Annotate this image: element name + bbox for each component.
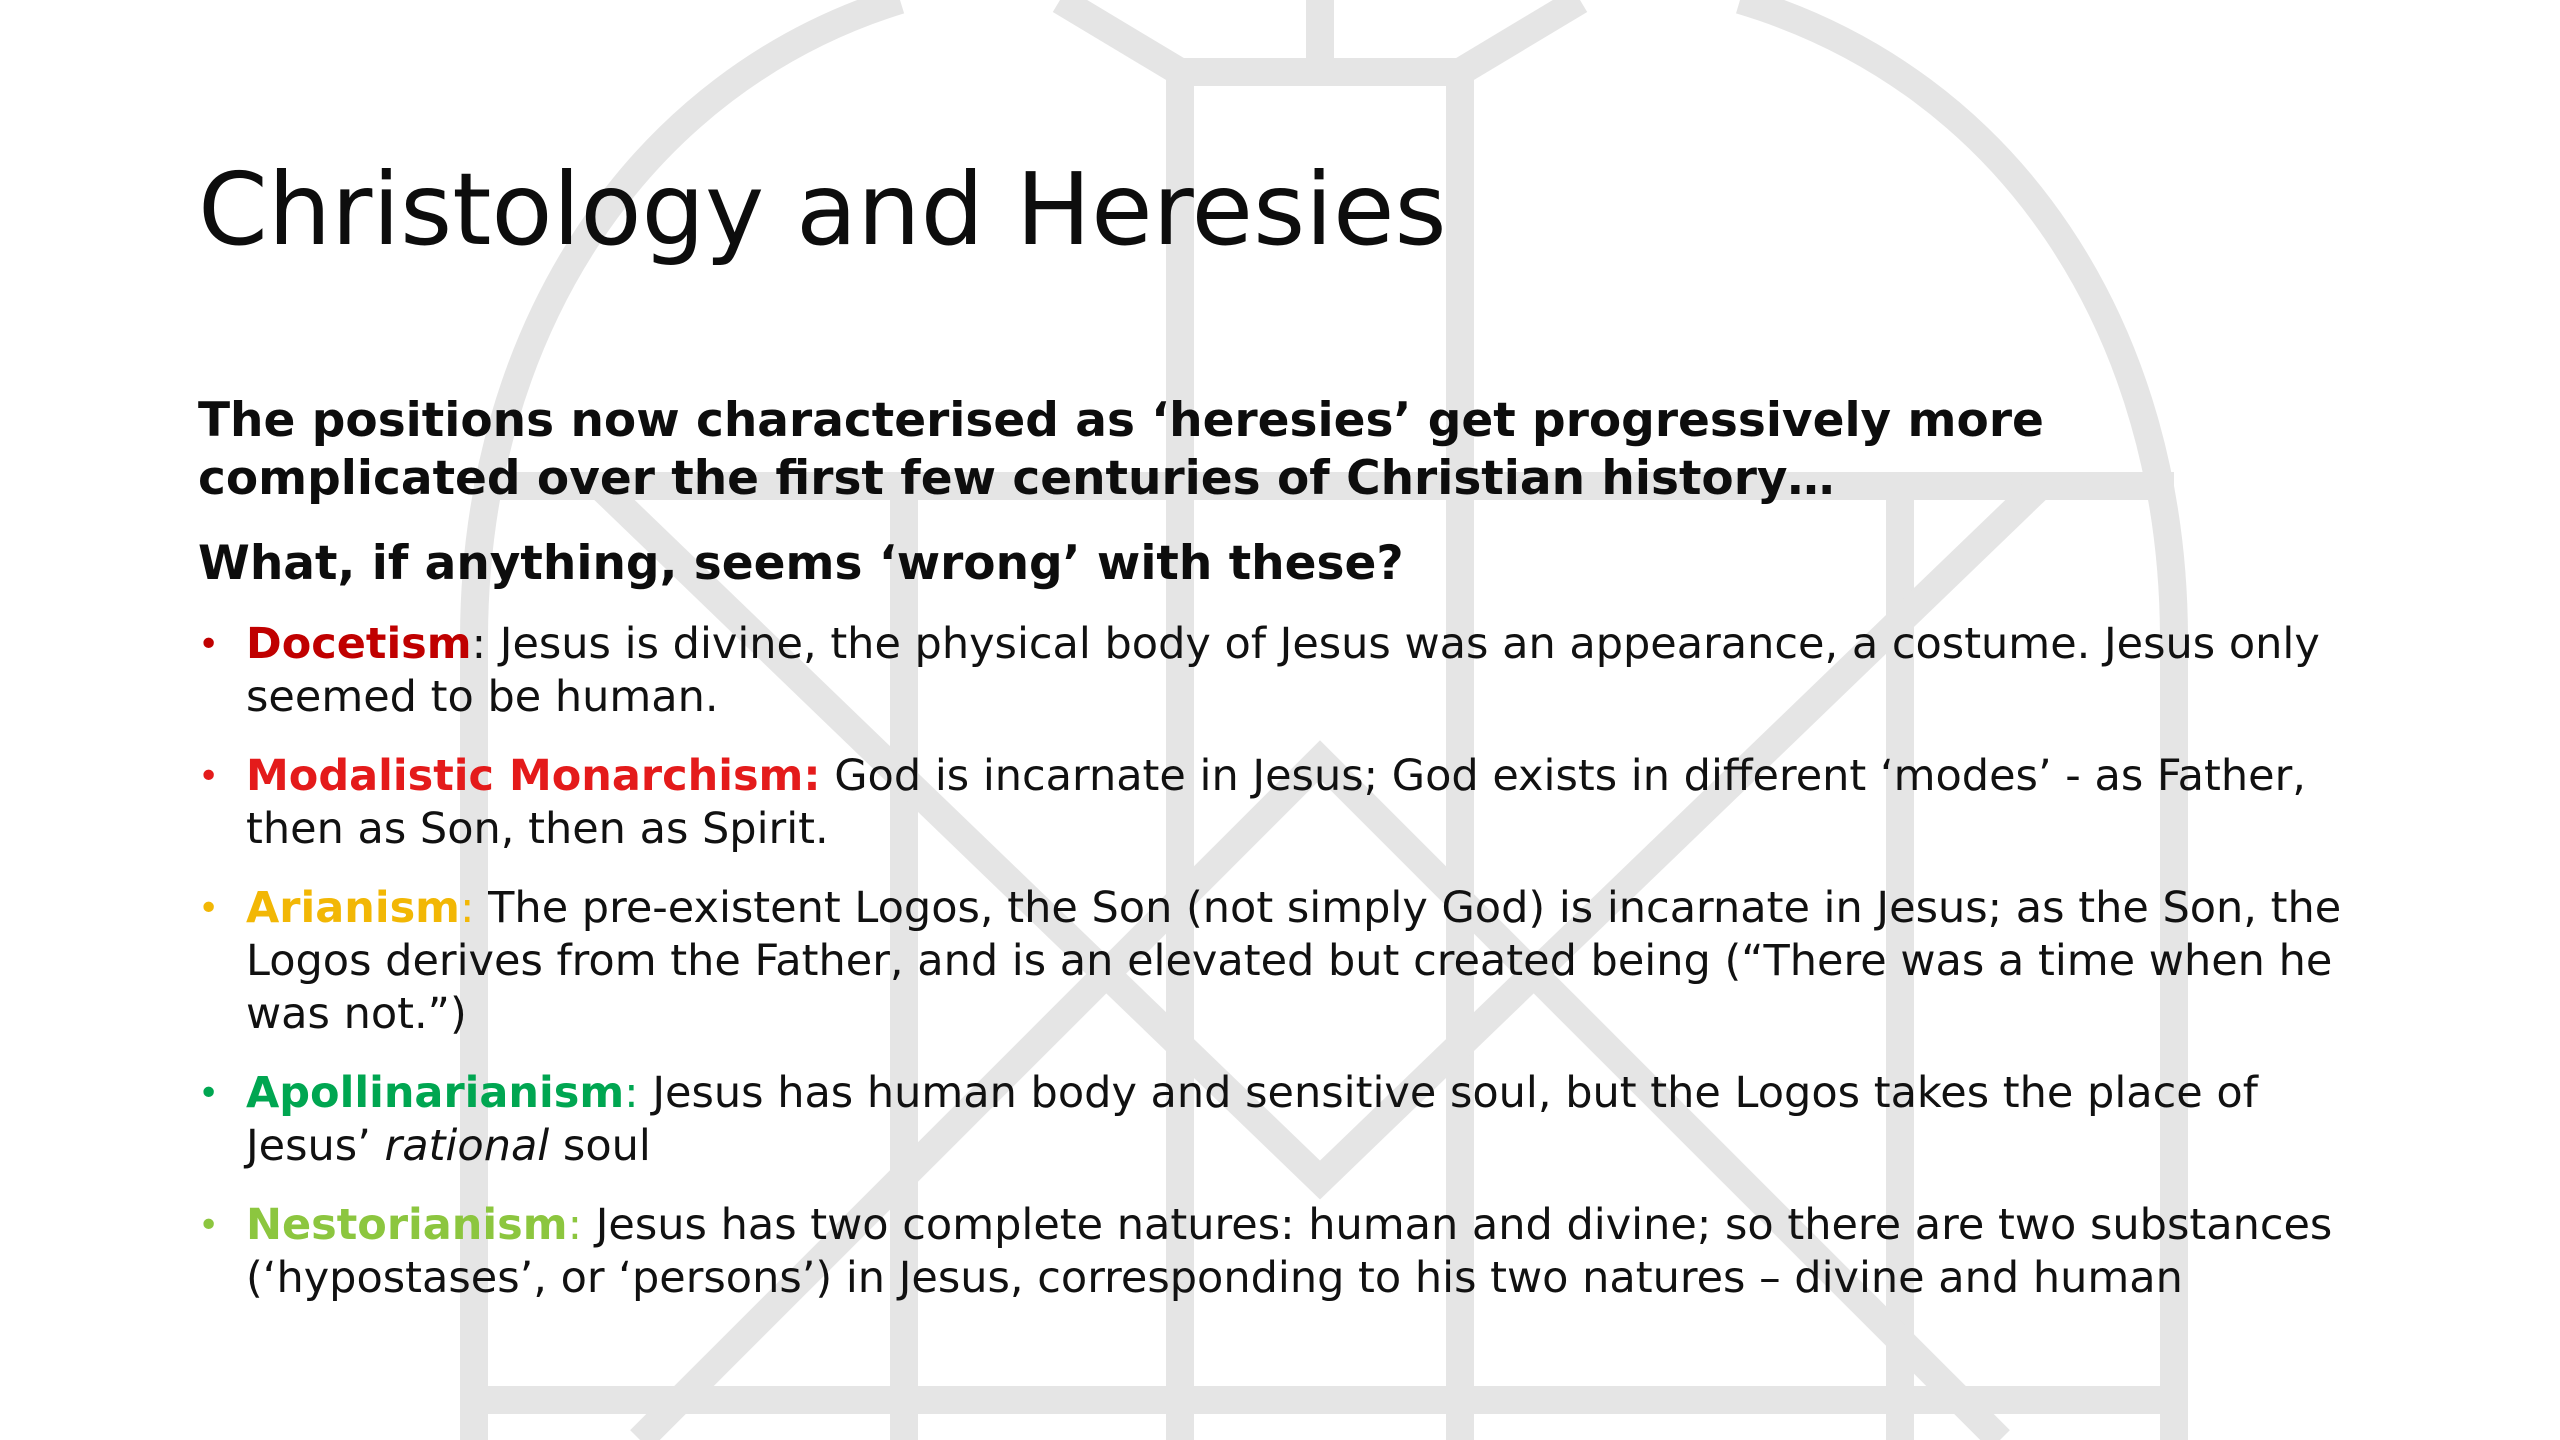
definition-nestorianism: Jesus has two complete natures: human and divine; so there are two substances (‘hypostases’, or ‘persons’) in Jesus, corresponding to his two natures – divine and human xyxy=(246,1200,2333,1303)
emphasis-rational: rational xyxy=(384,1121,550,1171)
term-separator: : xyxy=(567,1200,583,1250)
list-item-docetism xyxy=(198,618,2388,724)
term-docetism: Docetism xyxy=(246,619,472,669)
intro-text: The positions now characterised as ‘heresies’ get progressively more complicated over the first few centuries of Christian history… xyxy=(198,393,2044,506)
definition-modalistic-monarchism: God is incarnate in Jesus; God exists in different ‘modes’ - as Father, then as Son, then as Spirit. xyxy=(246,751,2306,854)
definition-apollinarianism: Jesus has human body and sensitive soul, but the Logos takes the place of Jesus’ xyxy=(246,1068,2258,1171)
definition-apollinarianism-end: soul xyxy=(549,1121,651,1171)
term-nestorianism: Nestorianism xyxy=(246,1200,568,1250)
list-item-arianism xyxy=(198,882,2388,1041)
bullet-icon: • xyxy=(198,1073,220,1114)
bullet-icon: • xyxy=(198,888,220,929)
definition-docetism: Jesus is divine, the physical body of Jesus was an appearance, a costume. Jesus only seemed to be human. xyxy=(246,619,2320,722)
definition-arianism: The pre-existent Logos, the Son (not simply God) is incarnate in Jesus; as the Son, the Logos derives from the Father, and is an elevated but created being (“There was a time when he was not.”) xyxy=(246,883,2342,1039)
bullet-icon: • xyxy=(198,624,220,665)
term-apollinarianism: Apollinarianism xyxy=(246,1068,625,1118)
term-arianism: Arianism xyxy=(246,883,460,933)
question-text: What, if anything, seems ‘wrong’ with these? xyxy=(198,536,1404,591)
term-separator: : xyxy=(624,1068,639,1118)
bullet-icon: • xyxy=(198,1205,220,1246)
list-item-modalistic-monarchism xyxy=(198,750,2388,856)
list-item-nestorianism xyxy=(198,1199,2388,1305)
term-separator: : xyxy=(471,619,487,669)
term-separator: : xyxy=(460,883,475,933)
slide-title: Christology and Heresies xyxy=(198,151,1447,268)
bullet-icon: • xyxy=(198,756,220,797)
heresy-list xyxy=(198,618,2388,1331)
list-item-apollinarianism xyxy=(198,1067,2388,1173)
term-modalistic-monarchism: Modalistic Monarchism: xyxy=(246,751,821,801)
